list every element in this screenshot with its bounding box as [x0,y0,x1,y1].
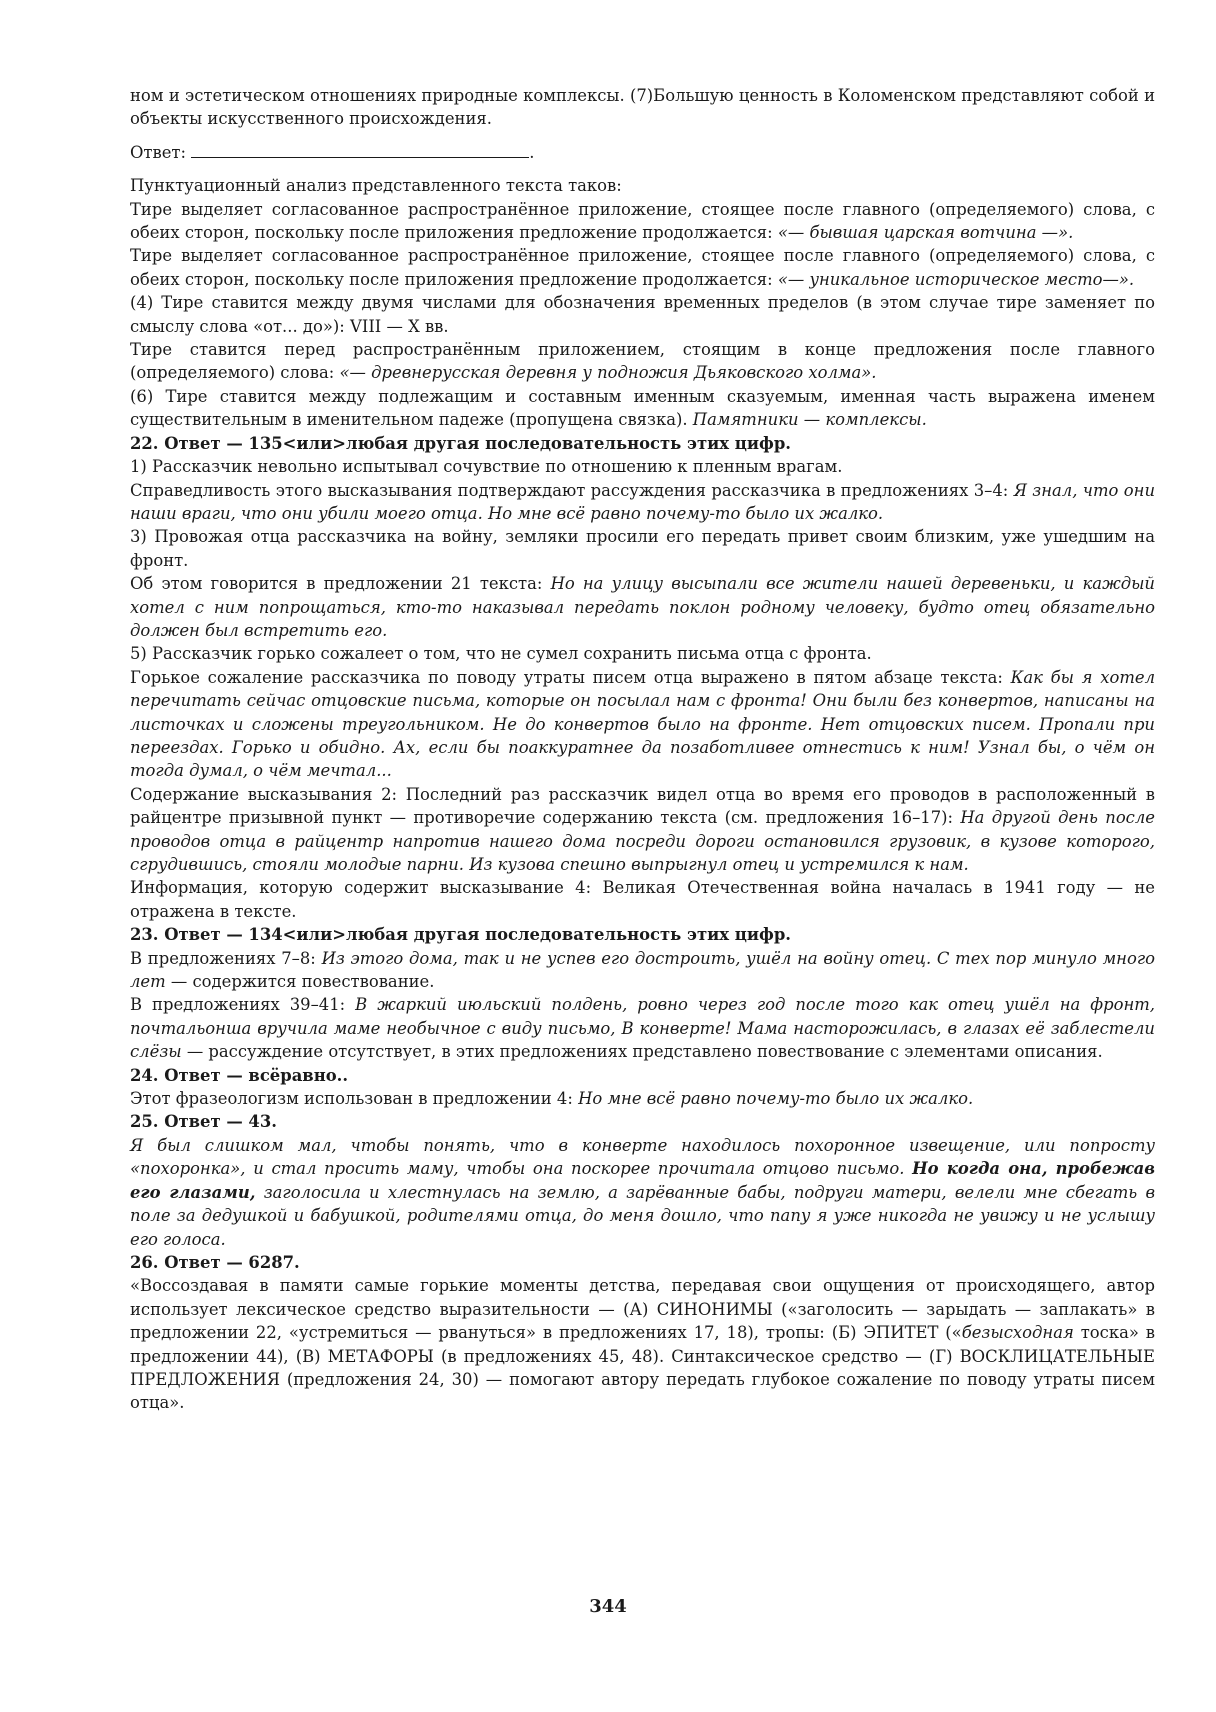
q25-p1-bold: Но когда она, пробежав его глазами, [130,1159,1155,1202]
q22-p6-text: Горькое сожаление рассказчика по поводу утраты писем отца выражено в пятом абзаце текста: [130,667,1011,687]
q21-item-4 [130,338,1155,385]
q24-p1-text: Этот фразеологизм использован в предложении 4: [130,1089,579,1109]
q22-p2-text: Справедливость этого высказывания подтверждают рассуждения рассказчика в предложениях 3–4: [130,480,1014,500]
q26-p1-a: «Воссоздавая в памяти самые горькие моменты детства, передавая свои ощущения от происходящего, автор использует лексическое средство выразительности — (А) СИНОНИМЫ («заголосить — зарыдать — заплакать» в предложении 22, «устремиться — рвануться» в предложениях 17, 18), тропы: (Б) ЭПИТЕТ (« [130,1276,1155,1343]
q23-p1-text: В предложениях 7–8: [130,948,322,968]
q22-p6-quote: Как бы я хотел перечитать сейчас отцовские письма, которые он посылал нам с фронта! Они были без конвертов, написаны на листочках и сложены треугольником. Не до конвертов было на фронте. Нет отцовских писем. Пропали при переездах. Горько и обидно. Ах, если бы поаккуратнее да позаботливее отнестись к ним! Узнал бы, о чём он тогда думал, о чём мечтал... [130,667,1156,781]
q22-p4-text: Об этом говорится в предложении 21 текста: [130,574,551,594]
q23-p1 [130,947,1155,994]
q22-p2-quote: Я знал, что они наши враги, что они убили моего отца. Но мне всё равно почему-то было их жалко. [130,480,1155,523]
q22-p2 [130,479,1155,526]
q21-item-2 [130,244,1155,291]
q23-p1-quote: Из этого дома, так и не успев его достроить, ушёл на войну отец. С тех пор минуло много лет [130,948,1155,992]
q21-item-2-text: Тире выделяет согласованное распространённое приложение, стоящее после главного (определяемого) слова, с обеих сторон, поскольку после приложения предложение продолжается: [130,246,1155,289]
q21-item-2-quote: «— уникальное историческое место—». [777,269,1135,289]
q21-item-5-quote: Памятники — комплексы. [692,410,927,430]
q21-item-3: (4) Тире ставится между двумя числами для обозначения временных пределов (в этом случае тире заменяет по смыслу слова «от... до»): VIII — X вв. [130,293,1155,336]
q23-p2-text: В предложениях 39–41: [130,995,356,1015]
q22-p7-text: Содержание высказывания 2: Последний раз рассказчик видел отца во время его проводов в расположенный в райцентре призывной пункт — противоречие содержанию текста (см. предложения 16–17): [130,784,1155,828]
q23-p1-tail: — содержится повествование. [165,972,435,992]
q24-heading: 24. Ответ — всёравно.. [130,1065,349,1085]
q26-p1-b: тоска» в предложении 44), (В) МЕТАФОРЫ (в предложениях 45, 48). Синтаксическое средство — (Г) ВОСКЛИЦАТЕЛЬНЫЕ ПРЕДЛОЖЕНИЯ (предложения 24, 30) — помогают автору передать глубокое сожаление по поводу утраты писем отца». [130,1323,1155,1413]
answer-field-row [130,141,1155,164]
intro-paragraph: ном и эстетическом отношениях природные комплексы. (7)Большую ценность в Коломенском представляют собой и объекты искусственного происхождения. [130,86,1155,129]
q26-heading: 26. Ответ — 6287. [130,1252,300,1272]
q21-item-1 [130,198,1155,245]
q25-heading: 25. Ответ — 43. [130,1112,277,1132]
q25-p1-quote-b: заголосила и хлестнулась на землю, а зарёванные бабы, подруги матери, велели мне сбегать в поле за дедушкой и бабушкой, родителями отца, до меня дошло, что папу я уже никогда не увижу и не услышу его голоса. [130,1182,1155,1249]
q22-p7-quote: На другой день после проводов отца в райцентр напротив нашего дома посреди дороги остановился грузовик, в кузове которого, сгрудившись, стояли молодые парни. Из кузова спешно выпрыгнул отец и устремился к нам. [130,808,1155,874]
answer-end: . [529,142,535,162]
q21-item-1-text: Тире выделяет согласованное распространённое приложение, стоящее после главного (определяемого) слова, с обеих сторон, поскольку после приложения предложение продолжается: [130,199,1155,243]
q22-p8: Информация, которую содержит высказывание 4: Великая Отечественная война началась в 1941 году — не отражена в тексте. [130,878,1155,921]
q21-item-4-text: Тире ставится перед распространённым приложением, стоящим в конце предложения после главного (определяемого) слова: [130,340,1155,383]
answer-blank-line [191,141,529,158]
q21-item-4-quote: «— древнерусская деревня у подножия Дьяковского холма». [339,363,877,383]
q23-heading: 23. Ответ — 134<или>любая другая последовательность этих цифр. [130,925,791,945]
q22-p4-quote: Но на улицу высыпали все жители нашей деревеньки, и каждый хотел с ним попрощаться, кто-то наказывал передать поклон родному человеку, будто отец обязательно должен был встретить его. [130,574,1155,640]
q22-heading: 22. Ответ — 135<или>любая другая последовательность этих цифр. [130,433,791,453]
document-page [130,84,1155,1415]
q23-p2 [130,993,1155,1063]
q22-p4 [130,572,1155,642]
q21-item-5 [130,385,1155,432]
q22-p3: 3) Провожая отца рассказчика на войну, земляки просили его передать привет своим близким, уже ушедшим на фронт. [130,527,1155,570]
q22-p1: 1) Рассказчик невольно испытывал сочувствие по отношению к пленным врагам. [130,457,843,477]
q24-p1 [130,1087,1155,1110]
q26-p1-italic: безысходная [961,1323,1074,1343]
q25-p1-quote-a: Я был слишком мал, чтобы понять, что в конверте находилось похоронное извещение, или попросту «похоронка», и стал просить маму, чтобы она поскорее прочитала отцово письмо. [130,1135,1155,1179]
answer-label: Ответ: [130,142,187,162]
q21-item-1-quote: «— бывшая царская вотчина —». [777,223,1074,243]
q22-p7 [130,783,1155,877]
q21-lead: Пунктуационный анализ представленного текста таков: [130,176,622,196]
page-number: 344 [589,1596,627,1617]
q22-p6 [130,666,1155,783]
q23-p2-tail: — рассуждение отсутствует, в этих предложениях представлено повествование с элементами описания. [181,1042,1103,1062]
q26-p1 [130,1274,1155,1414]
q25-p1 [130,1134,1155,1251]
q23-p2-quote: В жаркий июльский полдень, ровно через год после того как отец ушёл на фронт, почтальонша вручила маме необычное с виду письмо, В конверте! Мама насторожилась, в глазах её заблестели слёзы [130,995,1155,1062]
q22-p5: 5) Рассказчик горько сожалеет о том, что не сумел сохранить письма отца с фронта. [130,644,872,664]
q21-item-5-text: (6) Тире ставится между подлежащим и составным именным сказуемым, именная часть выражена именем существительным в именительном падеже (пропущена связка). [130,386,1155,430]
q24-p1-quote: Но мне всё равно почему-то было их жалко. [578,1089,974,1109]
